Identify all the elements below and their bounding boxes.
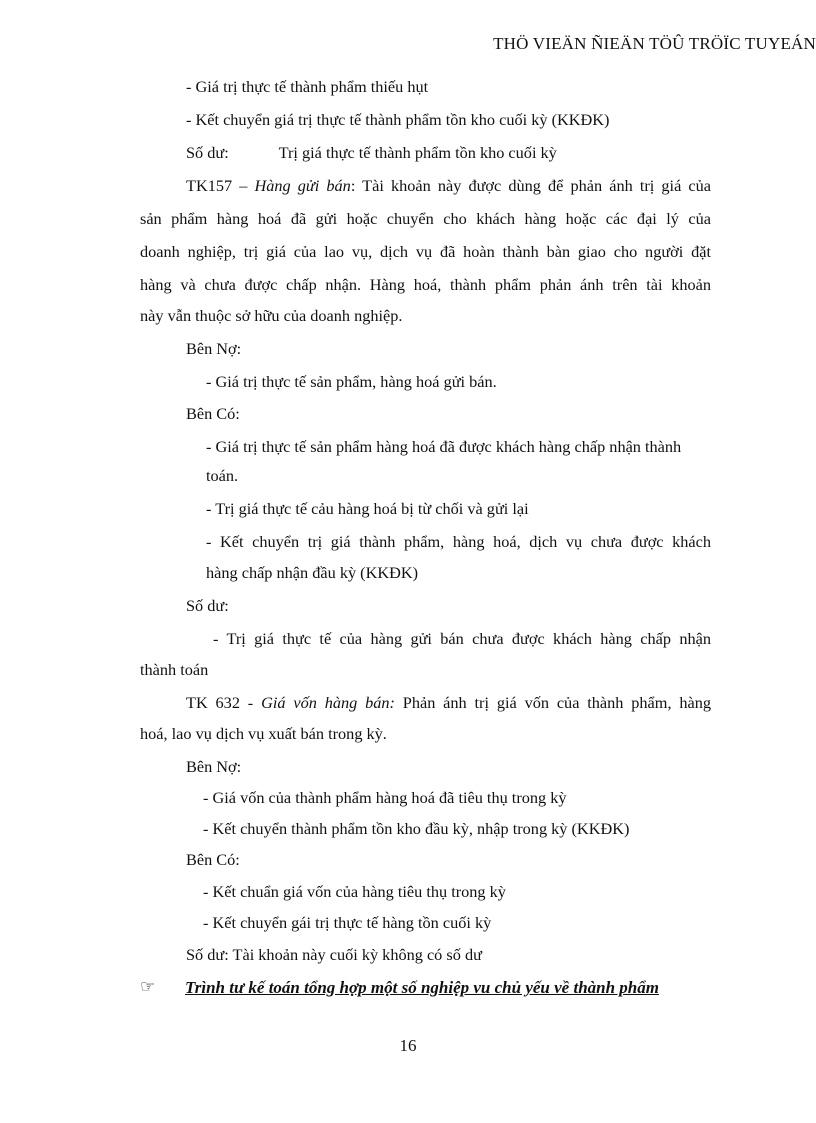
list-item: toán. xyxy=(206,466,239,485)
section-heading: Trình tư kế toán tổng hợp một số nghiệp vu chủ yếu về thành phẩm xyxy=(185,978,659,997)
page-header: THÖ VIEÄN ÑIEÄN TÖÛ TRÖÏC TUYEÁN xyxy=(493,34,816,53)
list-item: - Kết chuyển thành phẩm tồn kho đầu kỳ, nhập trong kỳ (KKĐK) xyxy=(203,819,630,838)
so-du-label: Số dư: xyxy=(186,596,229,615)
text-line: TK 632 - Giá vốn hàng bán: Phản ánh trị giá vốn của thành phẩm, hàng xyxy=(186,693,712,712)
list-item: - Giá trị thực tế sản phẩm hàng hoá đã được khách hàng chấp nhận thành xyxy=(206,437,682,456)
text-line: này vẫn thuộc sở hữu của doanh nghiệp. xyxy=(140,306,403,325)
text-line: - Kết chuyển giá trị thực tế thành phẩm tồn kho cuối kỳ (KKĐK) xyxy=(186,110,610,129)
ben-no-label: Bên Nợ: xyxy=(186,757,242,776)
list-item: - Giá vốn của thành phẩm hàng hoá đã tiêu thụ trong kỳ xyxy=(203,788,567,807)
list-item: - Kết chuyển trị giá thành phẩm, hàng hoá, dịch vụ chưa được khách xyxy=(206,532,711,551)
text-line: - Trị giá thực tế của hàng gửi bán chưa được khách hàng chấp nhận xyxy=(213,629,711,648)
so-du-text: Trị giá thực tế thành phẩm tồn kho cuối kỳ xyxy=(278,143,557,162)
page-number: 16 xyxy=(399,1036,417,1055)
text-line: - Giá trị thực tế thành phẩm thiếu hụt xyxy=(186,77,429,96)
so-du-label: Số dư: xyxy=(186,143,229,162)
so-du-label: Số dư: Tài khoản này cuối kỳ không có số dư xyxy=(186,945,482,964)
text-line: thành toán xyxy=(140,660,209,679)
list-item: - Kết chuẩn giá vốn của hàng tiêu thụ trong kỳ xyxy=(203,882,506,901)
text-line: TK157 – Hàng gửi bán: Tài khoản này được dùng để phản ánh trị giá của xyxy=(186,176,711,195)
ben-co-label: Bên Có: xyxy=(186,404,240,423)
ben-co-label: Bên Có: xyxy=(186,850,240,869)
account-name: Giá vốn hàng bán: xyxy=(261,693,395,712)
list-item: - Kết chuyển gái trị thực tế hàng tồn cuối kỳ xyxy=(203,913,492,932)
list-item: - Trị giá thực tế cảu hàng hoá bị từ chối và gửi lại xyxy=(206,499,529,518)
text-line: sản phẩm hàng hoá đã gửi hoặc chuyển cho khách hàng hoặc các đại lý của xyxy=(140,209,711,228)
list-item: hàng chấp nhận đầu kỳ (KKĐK) xyxy=(206,563,419,582)
text-line: doanh nghiệp, trị giá của lao vụ, dịch vụ đã hoàn thành bàn giao cho người đặt xyxy=(140,242,711,261)
list-item: - Giá trị thực tế sản phẩm, hàng hoá gửi bán. xyxy=(206,372,497,391)
text-line: hàng và chưa được chấp nhận. Hàng hoá, thành phẩm phản ánh trên tài khoản xyxy=(140,275,711,294)
text-line xyxy=(186,143,557,163)
pointing-hand-icon: ☞ xyxy=(140,977,156,997)
account-name: Hàng gửi bán xyxy=(254,176,351,195)
ben-no-label: Bên Nợ: xyxy=(186,339,242,358)
text-line: hoá, lao vụ dịch vụ xuất bán trong kỳ. xyxy=(140,724,387,743)
